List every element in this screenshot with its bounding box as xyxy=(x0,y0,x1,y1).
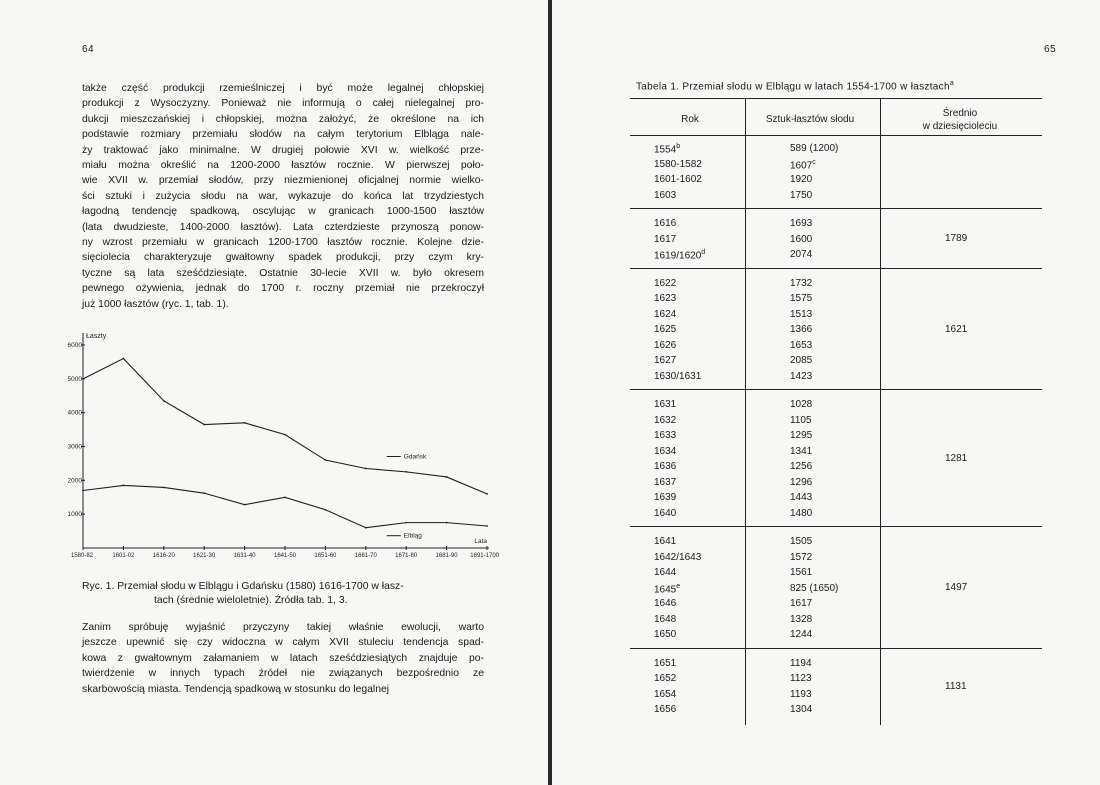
x-tick-label: 1671-80 xyxy=(395,553,418,559)
cell-value xyxy=(790,355,812,366)
table-caption-text: Tabela 1. Przemiał słodu w Elblągu w latach 1554-1700 w łasztach xyxy=(636,81,950,93)
cell-value xyxy=(790,415,812,426)
cell-value xyxy=(790,446,812,457)
table-column-divider-1 xyxy=(745,98,746,725)
header-srednio-line1: Średnio xyxy=(942,108,978,119)
x-tick-label: 1631-40 xyxy=(233,553,256,559)
cell-value xyxy=(790,704,812,715)
text-line: twierdzenie w innych typach źródeł nie związanych bezpośrednio ze xyxy=(82,668,484,680)
cell-rok xyxy=(654,293,676,304)
text-line: kowa z gwałtownym załamaniem w latach sześćdziesiątych znajduje po- xyxy=(82,652,484,664)
table-top-rule xyxy=(630,98,1042,99)
cell-rok xyxy=(654,249,705,261)
cell-value-text: 1607 xyxy=(790,159,813,171)
footnote-marker: e xyxy=(676,582,681,590)
data-point xyxy=(486,493,488,495)
cell-rok xyxy=(654,477,676,488)
data-point xyxy=(82,490,84,492)
data-point xyxy=(123,358,125,360)
cell-rok-text: 1622 xyxy=(654,277,677,289)
cell-rok xyxy=(654,218,676,229)
cell-rok-text: 1634 xyxy=(654,445,677,457)
caption-line-1: Ryc. 1. Przemiał słodu w Elblągu i Gdańsku (1580) 1616-1700 w łasz- xyxy=(82,581,404,592)
cell-rok xyxy=(654,704,676,715)
text-line: także część produkcji rzemieślniczej i być może legalnej chłopskiej xyxy=(82,83,484,94)
cell-rok xyxy=(654,309,676,320)
data-point xyxy=(284,496,286,498)
y-tick-label: 2000 xyxy=(67,477,82,485)
body-paragraph-2 xyxy=(82,620,484,697)
data-point xyxy=(284,434,286,436)
y-tick-label: 6000 xyxy=(67,342,82,349)
data-point xyxy=(446,522,448,524)
cell-value-text: 1600 xyxy=(790,233,813,245)
cell-value xyxy=(790,461,812,472)
header-rok: Rok xyxy=(681,114,699,125)
text-line: jeszcze upewnić się czy widoczna w całym XVII stuleciu tendencja spad- xyxy=(82,637,484,649)
cell-value-text: 1617 xyxy=(790,598,813,609)
cell-value-text: 1575 xyxy=(790,293,813,304)
figure-caption xyxy=(82,580,484,607)
cell-rok xyxy=(654,234,676,245)
caption-line-2: tach (średnie wieloletnie). Źródła tab. 1, 3. xyxy=(154,594,348,606)
cell-value-text: 1423 xyxy=(790,370,813,382)
cell-rok-text: 1631 xyxy=(654,399,677,410)
text-line: sięciolecia charakteryzuje gwałtowny spadek produkcji, przy czym kry- xyxy=(82,252,484,264)
data-point xyxy=(203,492,205,494)
cell-value-text: 1920 xyxy=(790,174,813,185)
cell-value-text: 1693 xyxy=(790,218,813,229)
cell-rok-text: 1626 xyxy=(654,339,677,351)
footnote-marker: c xyxy=(812,158,816,166)
cell-rok-text: 1648 xyxy=(654,613,677,625)
cell-rok xyxy=(654,371,701,382)
cell-value-text: 1123 xyxy=(790,673,812,684)
cell-rok xyxy=(654,614,676,625)
cell-rok-text: 1652 xyxy=(654,673,677,684)
cell-value-text: 1572 xyxy=(790,551,813,563)
cell-value-text: 1295 xyxy=(790,430,813,441)
cell-value xyxy=(790,278,812,289)
cell-rok xyxy=(654,278,676,289)
cell-rok xyxy=(654,567,676,578)
text-line: już 1000 łasztów (ryc. 1, tab. 1). xyxy=(82,298,229,310)
cell-value xyxy=(790,399,812,410)
data-point xyxy=(405,522,407,524)
cell-value xyxy=(790,143,838,154)
table-group-rule xyxy=(630,389,1042,390)
x-tick-label: 1681-90 xyxy=(435,553,458,559)
cell-value xyxy=(790,371,812,382)
footnote-marker: d xyxy=(701,249,706,256)
cell-value xyxy=(790,658,812,669)
x-tick-label: 1661-70 xyxy=(354,553,377,559)
cell-value-text: 1193 xyxy=(790,688,812,700)
table-group-rule xyxy=(630,648,1042,649)
data-point xyxy=(203,424,205,426)
cell-rok-text: 1554 xyxy=(654,144,677,156)
cell-average: 1131 xyxy=(945,680,967,692)
cell-value-text: 1244 xyxy=(790,629,813,640)
header-sztuk: Sztuk-łasztów słodu xyxy=(765,114,855,125)
cell-value-text: 1561 xyxy=(790,567,813,578)
table-caption xyxy=(636,80,954,92)
cell-rok xyxy=(654,174,702,185)
x-tick-label: 1621-30 xyxy=(193,553,216,559)
cell-value xyxy=(790,430,812,441)
text-line: miału można określić na 1200-2000 łasztów rocznie. W pierwszej poło- xyxy=(82,160,484,172)
cell-rok xyxy=(654,159,702,170)
cell-value xyxy=(790,567,812,578)
x-tick-label: 1616-20 xyxy=(152,553,175,559)
cell-rok-text: 1640 xyxy=(654,507,677,519)
header-srednio xyxy=(890,107,1030,133)
cell-rok-text: 1580-1582 xyxy=(654,158,702,170)
text-line: produkcji z Wysoczyzny. Ponieważ nie informują o całej nielegalnej pro- xyxy=(82,98,484,110)
y-tick-label: 5000 xyxy=(67,375,82,383)
footnote-marker: b xyxy=(676,143,681,150)
cell-value-text: 1480 xyxy=(790,507,813,519)
cell-rok-text: 1641 xyxy=(654,536,677,547)
cell-rok xyxy=(654,190,676,201)
cell-rok-text: 1617 xyxy=(654,233,677,245)
cell-rok-text: 1645 xyxy=(654,583,677,595)
cell-value-text: 1366 xyxy=(790,324,813,335)
cell-rok-text: 1619/1620 xyxy=(654,250,702,262)
text-line: Zanim spróbuję wyjaśnić przyczyny takiej właśnie ewolucji, warto xyxy=(82,622,484,633)
cell-rok-text: 1627 xyxy=(654,355,677,366)
cell-value-text: 1105 xyxy=(790,414,812,426)
cell-value-text: 2085 xyxy=(790,355,813,366)
cell-rok-text: 1633 xyxy=(654,430,677,441)
cell-rok-text: 1601-1602 xyxy=(654,174,702,185)
text-line: dukcji mieszczańskiej i chłopskiej, można założyć, że określone na ich xyxy=(82,113,484,125)
cell-value-text: 825 (1650) xyxy=(790,582,839,594)
cell-rok-text: 1646 xyxy=(654,598,677,609)
cell-rok-text: 1630/1631 xyxy=(654,370,702,382)
table-group-rule xyxy=(630,526,1042,527)
cell-value xyxy=(790,598,812,609)
cell-value xyxy=(790,324,812,335)
data-point xyxy=(486,525,488,527)
cell-rok-text: 1624 xyxy=(654,308,677,320)
cell-value xyxy=(790,629,812,640)
cell-value xyxy=(790,293,812,304)
cell-average: 1497 xyxy=(945,582,968,594)
cell-rok-text: 1651 xyxy=(654,657,677,669)
cell-rok xyxy=(654,583,680,595)
data-point xyxy=(123,485,125,487)
table-caption-footnote: a xyxy=(949,80,955,87)
cell-value xyxy=(790,583,838,594)
text-line: tyczne są lata sześćdziesiąte. Ostatnie 30-lecie XVII w. było okresem xyxy=(82,267,484,279)
cell-rok xyxy=(654,492,676,503)
x-tick-label: 1580-82 xyxy=(71,553,94,559)
table-column-divider-2 xyxy=(880,98,881,725)
cell-value-text: 1443 xyxy=(790,492,813,503)
cell-value xyxy=(790,174,812,185)
cell-rok-text: 1603 xyxy=(654,189,677,201)
cell-value xyxy=(790,249,812,260)
cell-value xyxy=(790,492,812,503)
data-point xyxy=(365,527,367,529)
cell-rok xyxy=(654,552,701,563)
cell-value-text: 1028 xyxy=(790,399,813,410)
x-axis-label: Lata xyxy=(474,538,487,545)
x-tick-label: 1641-50 xyxy=(273,553,297,559)
cell-value-text: 2074 xyxy=(790,249,813,260)
cell-value-text: 1513 xyxy=(790,308,813,320)
cell-rok xyxy=(654,598,676,609)
data-point xyxy=(365,468,367,470)
data-point xyxy=(163,400,165,402)
cell-rok xyxy=(654,324,676,335)
cell-value xyxy=(790,309,812,320)
cell-value xyxy=(790,614,812,625)
y-axis-label: Łaszty xyxy=(86,333,107,340)
cell-rok-text: 1637 xyxy=(654,476,677,488)
header-srednio-line2: w dziesięcioleciu xyxy=(922,121,998,132)
text-line: podstawie rozmiary przemiału słodów na całym terytorium Elbląga nale- xyxy=(82,129,484,141)
cell-value xyxy=(790,340,812,351)
text-line: łagodną tendencję spadkową, oscylując w granicach 1000-1500 łasztów xyxy=(82,206,484,218)
cell-value xyxy=(790,536,812,547)
cell-rok-text: 1656 xyxy=(654,704,677,715)
cell-rok xyxy=(654,508,676,519)
right-page-number: 65 xyxy=(1044,44,1057,55)
y-tick-label: 1000 xyxy=(67,511,82,519)
x-tick-label: 1691-1700 xyxy=(470,553,499,559)
left-page-number: 64 xyxy=(82,44,95,55)
cell-rok-text: 1623 xyxy=(654,293,677,304)
x-tick-label: 1651-60 xyxy=(314,553,337,559)
cell-rok-text: 1644 xyxy=(654,567,677,578)
cell-rok-text: 1616 xyxy=(654,218,677,229)
text-line: (lata dwudzieste, 1400-2000 łasztów). Lata czterdzieste przynoszą ponow- xyxy=(82,221,484,233)
y-tick-label: 4000 xyxy=(67,409,82,417)
text-line: skarbowością miasta. Tendencją spadkową w stosunku do legalnej xyxy=(82,683,390,695)
cell-value xyxy=(790,673,812,684)
text-line: ny wzrost przemiału w granicach 1200-1700 łasztów rocznie. Kolejne dzie- xyxy=(82,237,484,249)
data-point xyxy=(163,487,165,489)
text-line: ży traktować jako minimalne. W drugiej połowie XVI w. wielkość prze- xyxy=(82,144,484,156)
series-line-gdansk xyxy=(83,359,487,494)
cell-rok xyxy=(654,461,676,472)
cell-rok xyxy=(654,355,676,366)
cell-rok xyxy=(654,673,676,684)
cell-rok xyxy=(654,658,676,669)
cell-rok xyxy=(654,629,676,640)
cell-value xyxy=(790,552,812,563)
cell-value xyxy=(790,477,812,488)
cell-value-text: 1341 xyxy=(790,445,813,457)
cell-value-text: 1296 xyxy=(790,476,813,488)
cell-rok xyxy=(654,340,676,351)
cell-value xyxy=(790,508,812,519)
data-point xyxy=(82,378,84,380)
cell-rok xyxy=(654,143,680,155)
data-point xyxy=(446,476,448,478)
table-group-rule xyxy=(630,208,1042,209)
cell-rok-text: 1632 xyxy=(654,414,677,426)
text-line: pewnego ożywienia, jednak do 1700 r. roczny przemiał nie przekroczył xyxy=(82,283,484,295)
cell-value-text: 1194 xyxy=(790,657,812,669)
cell-rok xyxy=(654,415,676,426)
cell-value xyxy=(790,234,812,245)
series-line-elblag xyxy=(83,485,487,527)
cell-rok-text: 1642/1643 xyxy=(654,551,702,563)
cell-value-text: 1256 xyxy=(790,461,813,472)
cell-average: 1281 xyxy=(945,453,968,464)
data-point xyxy=(244,504,246,506)
cell-value xyxy=(790,159,816,171)
cell-value-text: 589 (1200) xyxy=(790,143,839,154)
cell-rok-text: 1625 xyxy=(654,324,677,335)
data-point xyxy=(244,422,246,424)
cell-value xyxy=(790,190,812,201)
cell-average: 1621 xyxy=(945,323,968,335)
cell-value-text: 1304 xyxy=(790,704,813,715)
data-point xyxy=(325,459,327,461)
y-tick-label: 3000 xyxy=(67,443,82,451)
text-line: wie XVII w. przemiał słodów, przy niezmienionej oficjalnej normie wielko- xyxy=(82,175,484,187)
data-point xyxy=(325,509,327,511)
cell-rok xyxy=(654,430,676,441)
cell-value xyxy=(790,218,812,229)
cell-rok-text: 1650 xyxy=(654,629,677,640)
cell-value-text: 1750 xyxy=(790,189,813,201)
cell-value xyxy=(790,689,812,700)
cell-value-text: 1328 xyxy=(790,613,813,625)
table-header-rule xyxy=(630,135,1042,136)
cell-rok xyxy=(654,399,676,410)
text-line: ści sztuki i zużycia słodu na war, wykazuje do końca lat trzydziestych xyxy=(82,190,484,202)
series-label-elblag: Elbląg xyxy=(403,532,422,540)
cell-value-text: 1653 xyxy=(790,339,813,351)
cell-value-text: 1505 xyxy=(790,536,813,547)
data-point xyxy=(405,471,407,473)
table-group-rule xyxy=(630,268,1042,269)
cell-value-text: 1732 xyxy=(790,277,813,289)
cell-rok-text: 1636 xyxy=(654,461,677,472)
x-tick-label: 1601-02 xyxy=(112,553,135,559)
cell-rok-text: 1639 xyxy=(654,492,677,503)
cell-average: 1789 xyxy=(945,233,968,245)
cell-rok-text: 1654 xyxy=(654,688,677,700)
cell-rok xyxy=(654,536,676,547)
cell-rok xyxy=(654,446,676,457)
series-label-gdansk: Gdańsk xyxy=(403,453,427,461)
cell-rok xyxy=(654,689,676,700)
